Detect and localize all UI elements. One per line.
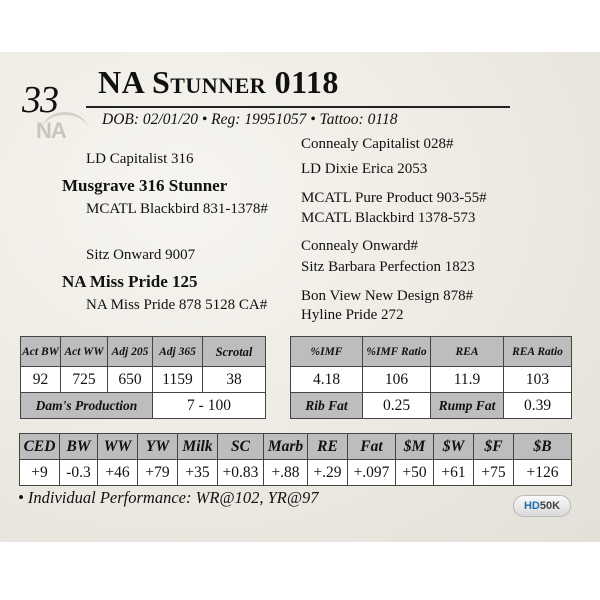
carcass-value-cell: 106 xyxy=(363,367,431,393)
pedigree-ggp-5: Connealy Onward# xyxy=(301,238,419,254)
weights-value-row xyxy=(21,367,266,393)
epd-value-cell: +126 xyxy=(514,460,572,486)
hd50k-badge xyxy=(513,495,571,517)
weights-header-cell: Act BW xyxy=(21,337,61,367)
registration-line: DOB: 02/01/20 • Reg: 19951057 • Tattoo: 0118 xyxy=(102,111,398,128)
rib-fat-label: Rib Fat xyxy=(291,393,363,419)
weights-value-cell: 650 xyxy=(108,367,153,393)
hd50k-badge-hd: HD xyxy=(523,500,540,512)
epd-value-cell: +61 xyxy=(434,460,474,486)
carcass-table xyxy=(290,336,572,419)
weights-header-cell: Adj 365 xyxy=(153,337,203,367)
animal-name: NA Stunner 0118 xyxy=(98,64,339,100)
pedigree-ggp-8: Hyline Pride 272 xyxy=(301,307,404,323)
dams-production-row xyxy=(21,393,266,419)
epd-table xyxy=(19,433,572,486)
lot-number: 33 xyxy=(22,79,58,121)
weights-table xyxy=(20,336,266,419)
pedigree-dam-sire: Sitz Onward 9007 xyxy=(86,247,196,263)
pedigree-ggp-1: Connealy Capitalist 028# xyxy=(301,136,454,152)
carcass-value-cell: 4.18 xyxy=(291,367,363,393)
carcass-header-cell: REA xyxy=(431,337,504,367)
epd-value-cell: +75 xyxy=(474,460,514,486)
pedigree-ggp-6: Sitz Barbara Perfection 1823 xyxy=(301,259,475,275)
rib-fat-value: 0.25 xyxy=(363,393,431,419)
epd-header-cell: CED xyxy=(20,434,60,460)
epd-header-cell: Milk xyxy=(178,434,218,460)
pedigree-sire: Musgrave 316 Stunner xyxy=(62,176,228,195)
weights-value-cell: 1159 xyxy=(153,367,203,393)
pedigree-sire-dam: MCATL Blackbird 831-1378# xyxy=(86,201,268,217)
weights-header-cell: Scrotal xyxy=(203,337,266,367)
pedigree-ggp-4: MCATL Blackbird 1378-573 xyxy=(301,210,476,226)
epd-value-cell: +.29 xyxy=(308,460,348,486)
weights-header-cell: Adj 205 xyxy=(108,337,153,367)
epd-header-cell: BW xyxy=(60,434,98,460)
carcass-header-cell: %IMF Ratio xyxy=(363,337,431,367)
epd-header-cell: $M xyxy=(396,434,434,460)
epd-header-cell: WW xyxy=(98,434,138,460)
pedigree-dam: NA Miss Pride 125 xyxy=(62,272,198,291)
epd-header-cell: $W xyxy=(434,434,474,460)
epd-header-cell: SC xyxy=(218,434,264,460)
epd-header-cell: Marb xyxy=(264,434,308,460)
weights-header-cell: Act WW xyxy=(61,337,108,367)
carcass-value-row xyxy=(291,367,572,393)
fat-row xyxy=(291,393,572,419)
epd-value-cell: +50 xyxy=(396,460,434,486)
weights-header-row xyxy=(21,337,266,367)
epd-value-cell: +0.83 xyxy=(218,460,264,486)
pedigree-dam-dam: NA Miss Pride 878 5128 CA# xyxy=(86,297,268,313)
epd-value-cell: +46 xyxy=(98,460,138,486)
pedigree-ggp-2: LD Dixie Erica 2053 xyxy=(301,161,428,177)
carcass-value-cell: 11.9 xyxy=(431,367,504,393)
dams-production-value: 7 - 100 xyxy=(153,393,266,419)
epd-header-cell: $F xyxy=(474,434,514,460)
sale-lot-card xyxy=(0,52,600,542)
weights-value-cell: 725 xyxy=(61,367,108,393)
rump-fat-value: 0.39 xyxy=(504,393,572,419)
individual-performance: • Individual Performance: WR@102, YR@97 xyxy=(18,488,319,507)
epd-header-cell: $B xyxy=(514,434,572,460)
na-logo: NA xyxy=(36,118,66,143)
dams-production-label: Dam's Production xyxy=(21,393,153,419)
epd-value-cell: +79 xyxy=(138,460,178,486)
pedigree-sire-sire: LD Capitalist 316 xyxy=(86,151,194,167)
carcass-header-cell: REA Ratio xyxy=(504,337,572,367)
carcass-value-cell: 103 xyxy=(504,367,572,393)
pedigree-ggp-7: Bon View New Design 878# xyxy=(301,288,474,304)
pedigree-ggp-3: MCATL Pure Product 903-55# xyxy=(301,190,487,206)
epd-value-cell: -0.3 xyxy=(60,460,98,486)
epd-value-cell: +.88 xyxy=(264,460,308,486)
weights-value-cell: 92 xyxy=(21,367,61,393)
title-divider xyxy=(86,106,510,108)
carcass-header-row xyxy=(291,337,572,367)
epd-value-cell: +9 xyxy=(20,460,60,486)
epd-value-row xyxy=(20,460,572,486)
epd-header-row xyxy=(20,434,572,460)
epd-header-cell: YW xyxy=(138,434,178,460)
epd-value-cell: +.097 xyxy=(348,460,396,486)
hd50k-badge-50k: 50K xyxy=(539,500,561,512)
epd-header-cell: RE xyxy=(308,434,348,460)
carcass-header-cell: %IMF xyxy=(291,337,363,367)
epd-value-cell: +35 xyxy=(178,460,218,486)
rump-fat-label: Rump Fat xyxy=(431,393,504,419)
weights-value-cell: 38 xyxy=(203,367,266,393)
epd-header-cell: Fat xyxy=(348,434,396,460)
